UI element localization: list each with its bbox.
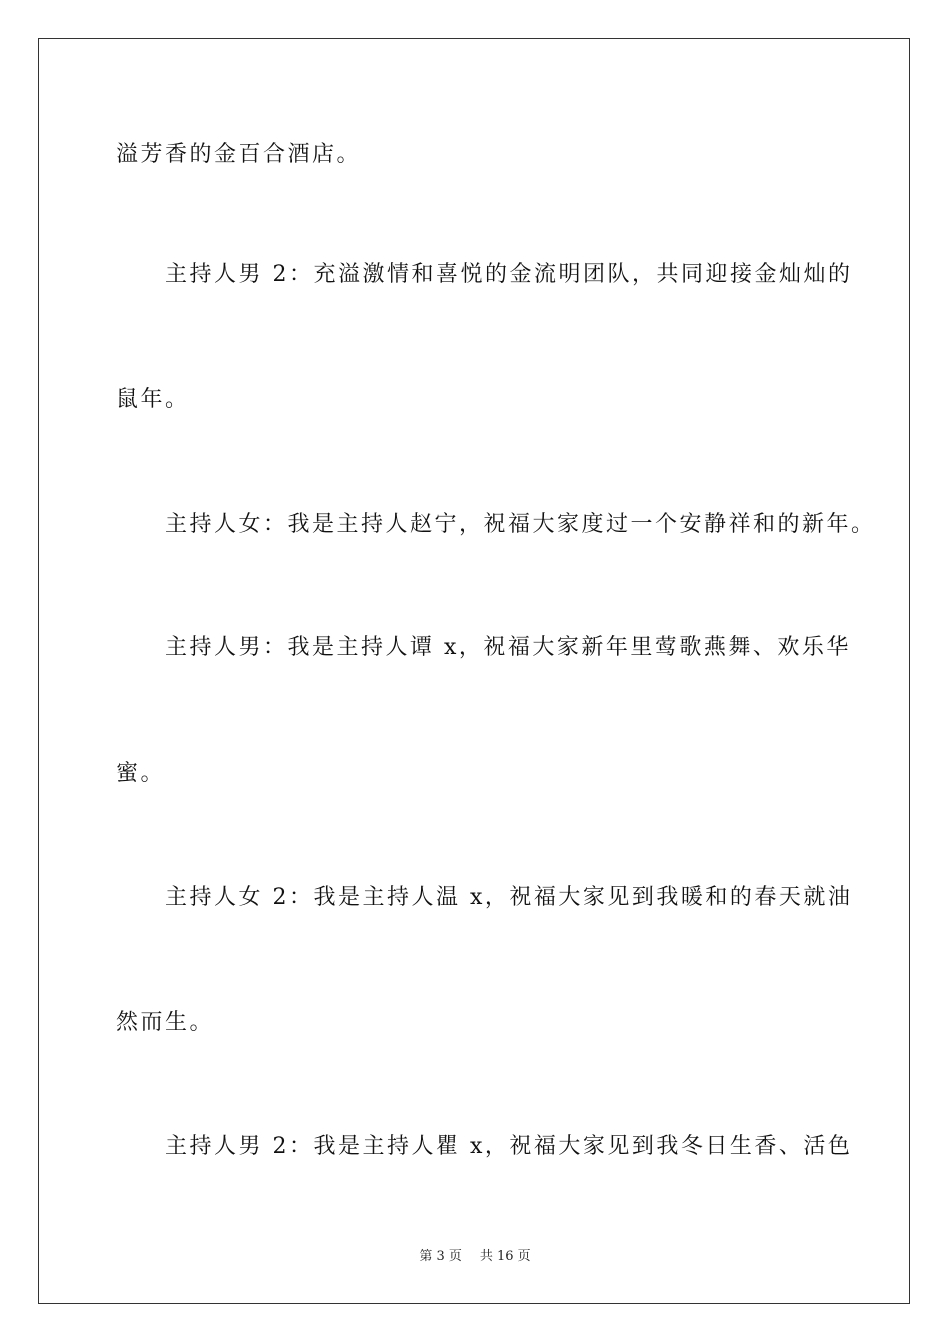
paragraph-line-7: 主持人女 2：我是主持人温 x，祝福大家见到我暖和的春天就油 bbox=[165, 885, 853, 910]
page-border bbox=[38, 38, 910, 1304]
paragraph-line-9: 主持人男 2：我是主持人瞿 x，祝福大家见到我冬日生香、活色 bbox=[165, 1134, 853, 1159]
paragraph-line-2: 主持人男 2：充溢激情和喜悦的金流明团队，共同迎接金灿灿的 bbox=[165, 262, 853, 287]
paragraph-line-8: 然而生。 bbox=[116, 1010, 215, 1035]
page-footer bbox=[0, 1248, 950, 1266]
page-number: 第 3 页 bbox=[419, 1249, 462, 1264]
page-total: 共 16 页 bbox=[479, 1249, 531, 1264]
paragraph-line-6: 蜜。 bbox=[116, 761, 166, 786]
paragraph-line-1: 溢芳香的金百合酒店。 bbox=[116, 142, 362, 167]
paragraph-line-5: 主持人男：我是主持人谭 x，祝福大家新年里莺歌燕舞、欢乐华 bbox=[165, 635, 851, 660]
paragraph-line-3: 鼠年。 bbox=[116, 387, 190, 412]
paragraph-line-4: 主持人女：我是主持人赵宁，祝福大家度过一个安静祥和的新年。 bbox=[165, 512, 876, 537]
